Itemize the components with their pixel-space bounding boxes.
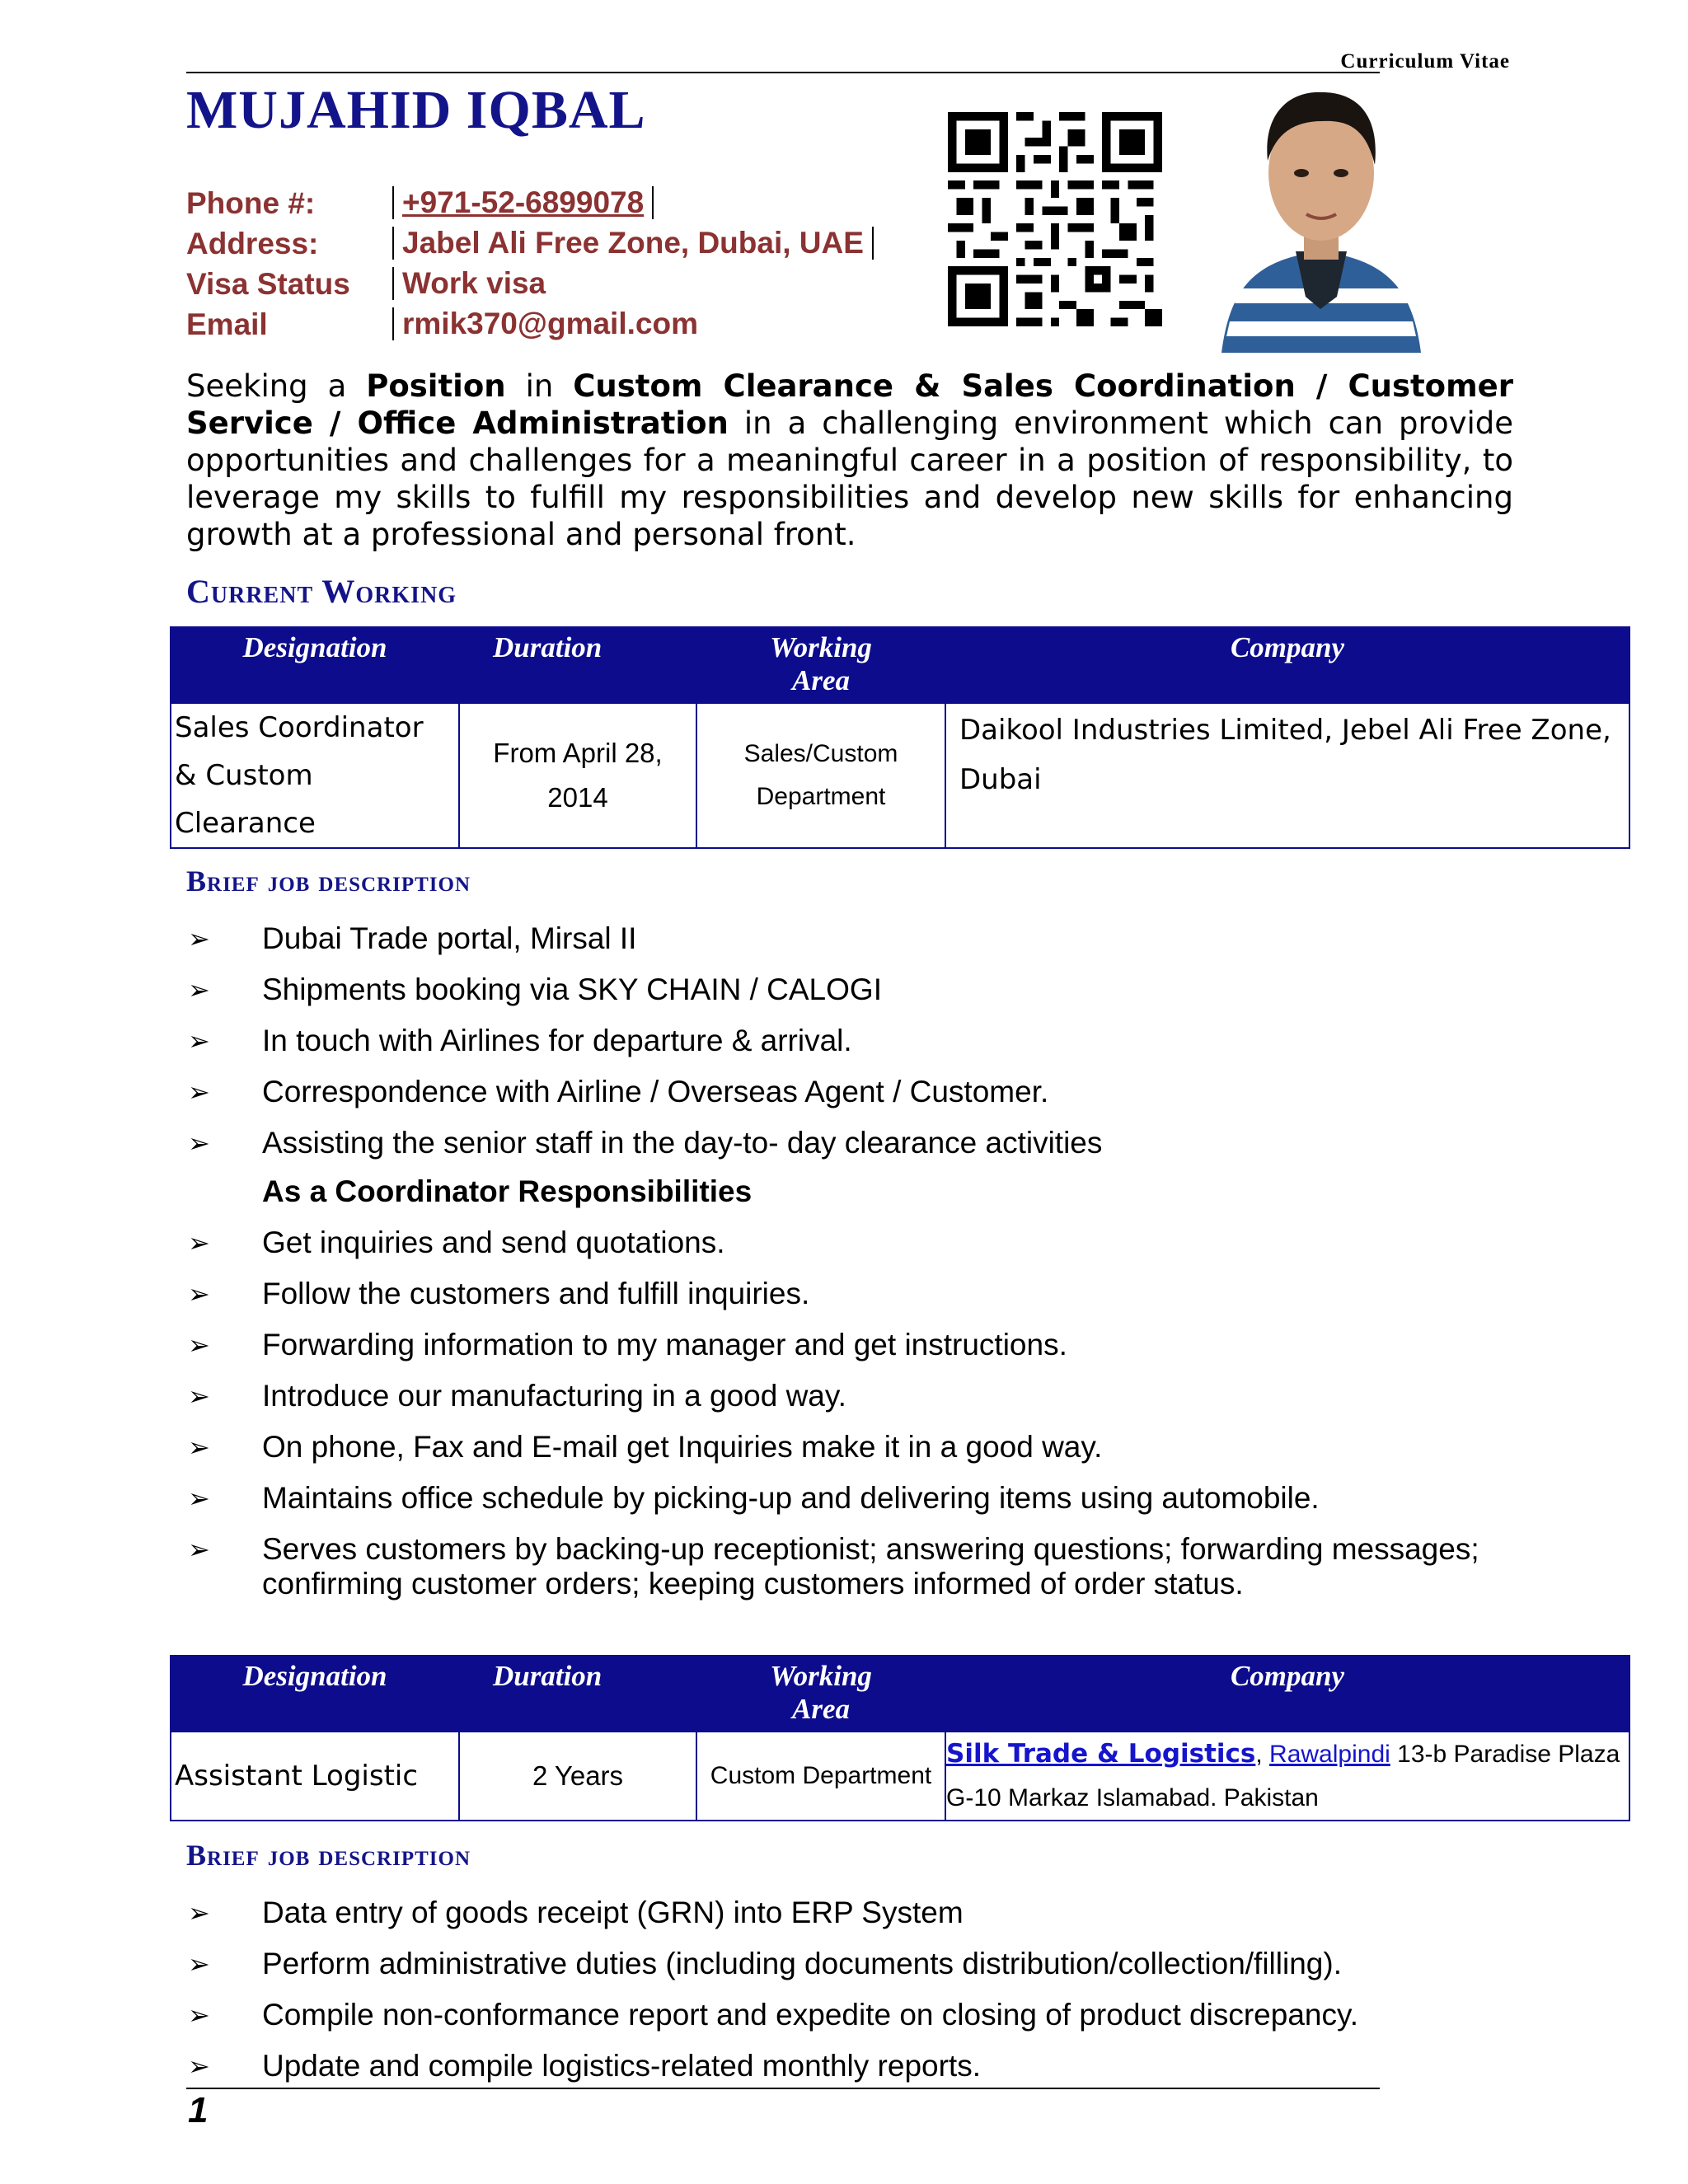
- contact-value: [392, 186, 654, 219]
- job2-duties-list: [186, 1896, 1538, 2083]
- candidate-name: MUJAHID IQBAL: [186, 80, 646, 140]
- list-item: ➢ In touch with Airlines for departure & arrival.: [186, 1024, 1538, 1058]
- list-item: ➢ Forwarding information to my manager and get instructions.: [186, 1328, 1538, 1362]
- list-item: ➢ Compile non-conformance report and expedite on closing of product discrepancy.: [186, 1998, 1538, 2032]
- qr-code: [948, 112, 1162, 326]
- table-header-row: [171, 1656, 1629, 1732]
- cell-designation: Assistant Logistic: [171, 1732, 459, 1821]
- list-item: ➢ Assisting the senior staff in the day-to- day clearance activities: [186, 1126, 1538, 1160]
- contact-value: Work visa: [392, 267, 546, 300]
- profile-photo: [1197, 82, 1444, 353]
- header-duration: Duration: [459, 627, 696, 703]
- contact-value: rmik370@gmail.com: [392, 307, 698, 340]
- list-item: ➢ Dubai Trade portal, Mirsal II: [186, 921, 1538, 956]
- contact-label: Phone #:: [186, 186, 316, 220]
- table-row: [171, 703, 1629, 848]
- list-item: ➢ On phone, Fax and E-mail get Inquiries make it in a good way.: [186, 1430, 1538, 1465]
- list-item: ➢ Update and compile logistics-related monthly reports.: [186, 2049, 1538, 2083]
- header-working-area: Working Area: [696, 1656, 945, 1732]
- cell-working-area: Sales/Custom Department: [696, 703, 945, 848]
- cell-company: [945, 1732, 1629, 1821]
- table-row: [171, 1732, 1629, 1821]
- city-link[interactable]: Rawalpindi: [1269, 1741, 1390, 1768]
- current-job-table: [170, 626, 1630, 849]
- table-header-row: [171, 627, 1629, 703]
- header-working-area: Working Area: [696, 627, 945, 703]
- cell-duration: 2 Years: [459, 1732, 696, 1821]
- list-item: ➢ Follow the customers and fulfill inquiries.: [186, 1277, 1538, 1311]
- contact-label: Visa Status: [186, 267, 350, 301]
- list-item: ➢ Maintains office schedule by picking-up and delivering items using automobile.: [186, 1481, 1538, 1516]
- coordinator-heading: As a Coordinator Responsibilities: [262, 1174, 753, 1208]
- phone-link[interactable]: +971-52-6899078: [402, 185, 645, 219]
- company-link[interactable]: Silk Trade & Logistics: [946, 1739, 1256, 1769]
- header-rule: [186, 72, 1380, 73]
- previous-job-table: [170, 1655, 1630, 1821]
- page-number: 1: [188, 2090, 209, 2130]
- list-item: ➢ Serves customers by backing-up receptionist; answering questions; forwarding messages; confirming customer orders; keeping customers informed of order status.: [186, 1532, 1581, 1601]
- contact-value: Jabel Ali Free Zone, Dubai, UAE: [392, 227, 874, 260]
- cell-company: Daikool Industries Limited, Jebel Ali Free Zone, Dubai: [945, 703, 1629, 848]
- job1-duties-list: [186, 921, 1538, 1601]
- objective-text: Seeking a Position in Custom Clearance & Sales Coordination / Customer Service / Office Administration in a challenging environment which can provide opportunities and challenges for a meaningful career in a position of responsibility, to leverage my skills to fulfill my responsibilities and develop new skills for enhancing growth at a professional and personal front.: [186, 368, 1514, 552]
- contact-label: Address:: [186, 227, 319, 260]
- list-item: ➢ Data entry of goods receipt (GRN) into ERP System: [186, 1896, 1538, 1930]
- brief-job-description-title: Brief job description: [186, 865, 471, 898]
- header-company: Company: [945, 627, 1629, 703]
- company-separator: ,: [1255, 1741, 1270, 1768]
- header-designation: Designation: [171, 627, 459, 703]
- cell-duration: From April 28, 2014: [459, 703, 696, 848]
- header-company: Company: [945, 1656, 1629, 1732]
- brief-job-description-title-2: Brief job description: [186, 1839, 471, 1872]
- header-designation: Designation: [171, 1656, 459, 1732]
- list-item: ➢ Introduce our manufacturing in a good way.: [186, 1379, 1538, 1413]
- cv-label: Curriculum Vitae: [1340, 50, 1510, 73]
- cell-working-area: Custom Department: [696, 1732, 945, 1821]
- company-address: 13-b Paradise Plaza G-10 Markaz Islamabad. Pakistan: [946, 1741, 1620, 1811]
- contact-label: Email: [186, 307, 268, 341]
- cell-designation: Sales Coordinator & Custom Clearance: [171, 703, 459, 848]
- list-item: ➢ Shipments booking via SKY CHAIN / CALOGI: [186, 972, 1538, 1007]
- footer-rule: [186, 2088, 1380, 2089]
- list-item: ➢ Get inquiries and send quotations.: [186, 1226, 1538, 1260]
- list-item: ➢ Perform administrative duties (including documents distribution/collection/filling).: [186, 1947, 1538, 1981]
- header-duration: Duration: [459, 1656, 696, 1732]
- list-item: ➢ Correspondence with Airline / Overseas Agent / Customer.: [186, 1075, 1538, 1109]
- current-working-title: Current Working: [186, 573, 457, 610]
